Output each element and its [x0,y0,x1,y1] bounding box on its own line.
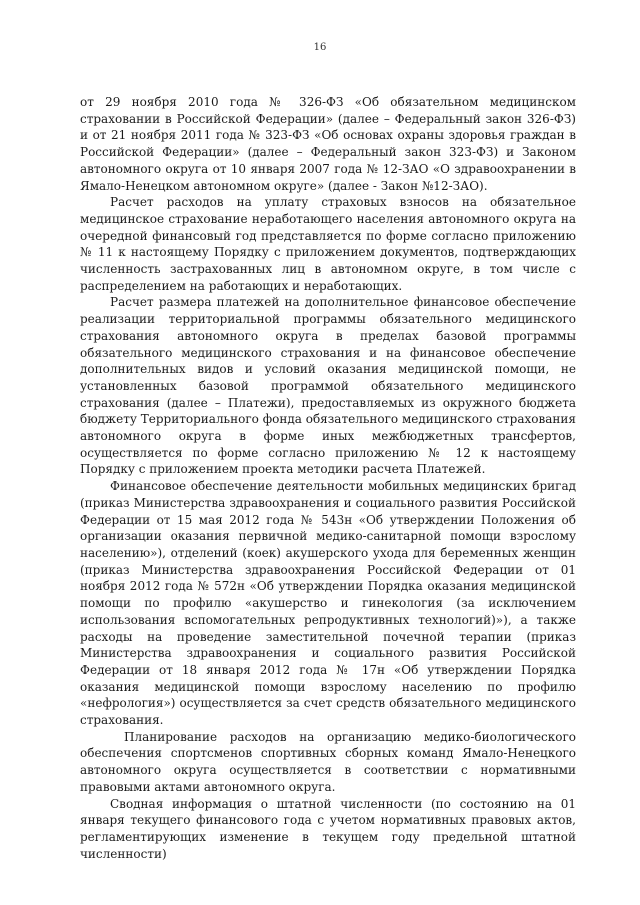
paragraph-insurance-contributions: Расчет расходов на уплату страховых взносов на обязательное медицинское страхование неработающего населения автономного округа на очередной финансовый год представляется по форме согласно приложению № 11 к настоящему Порядку с приложением документов, подтверждающих численность застрахованных лиц в автономном округе, в том числе с распределением на работающих и неработающих. [80,195,576,293]
paragraph-staff-summary: Сводная информация о штатной численности (по состоянию на 01 января текущего финансового года с учетом нормативных правовых актов, регламентирующих изменение в текущем году предельной штатной численности) [80,796,576,861]
paragraph-payments-calculation: Расчет размера платежей на дополнительное финансовое обеспечение реализации территориальной программы обязательного медицинского страхования автономного округа в пределах базовой программы обязательного медицинского страхования и на финансовое обеспечение дополнительных видов и условий оказания медицинской помощи, не установленных базовой программой обязательного медицинского страхования (далее – Платежи), предоставляемых из окружного бюджета бюджету Территориального фонда обязательного медицинского страхования автономного округа в форме иных межбюджетных трансфертов, осуществляется по форме согласно приложению № 12 к настоящему Порядку с приложением проекта методики расчета Платежей. [80,295,576,477]
document-body [80,94,576,862]
paragraph-law-references: от 29 ноября 2010 года № 326-ФЗ «Об обязательном медицинском страховании в Российской Федерации» (далее – Федеральный закон 326-ФЗ) и от 21 ноября 2011 года № 323-ФЗ «Об основах охраны здоровья граждан в Российской Федерации» (далее – Федеральный закон 323-ФЗ) и Законом автономного округа от 10 января 2007 года № 12-ЗАО «О здравоохранении в Ямало-Ненецком автономном округе» (далее - Закон №12-ЗАО). [80,95,576,193]
page-number: 16 [313,42,327,53]
paragraph-mobile-brigades: Финансовое обеспечение деятельности мобильных медицинских бригад (приказ Министерства здравоохранения и социального развития Российской Федерации от 15 мая 2012 года № 543н «Об утверждении Положения об организации оказания первичной медико-санитарной помощи взрослому населению»), отделений (коек) акушерского ухода для беременных женщин (приказ Министерства здравоохранения Российской Федерации от 01 ноября 2012 года № 572н «Об утверждении Порядка оказания медицинской помощи по профилю «акушерство и гинекология (за исключением использования вспомогательных репродуктивных технологий)»), а также расходы на проведение заместительной почечной терапии (приказ Министерства здравоохранения и социального развития Российской Федерации от 18 января 2012 года № 17н «Об утверждении Порядка оказания медицинской помощи взрослому населению по профилю «нефрология») осуществляется за счет средств обязательного медицинского страхования. [80,479,576,728]
paragraph-sports-medicine: Планирование расходов на организацию медико-биологического обеспечения спортсменов спортивных сборных команд Ямало-Ненецкого автономного округа осуществляется в соответствии с нормативными правовыми актами автономного округа. [80,729,576,794]
